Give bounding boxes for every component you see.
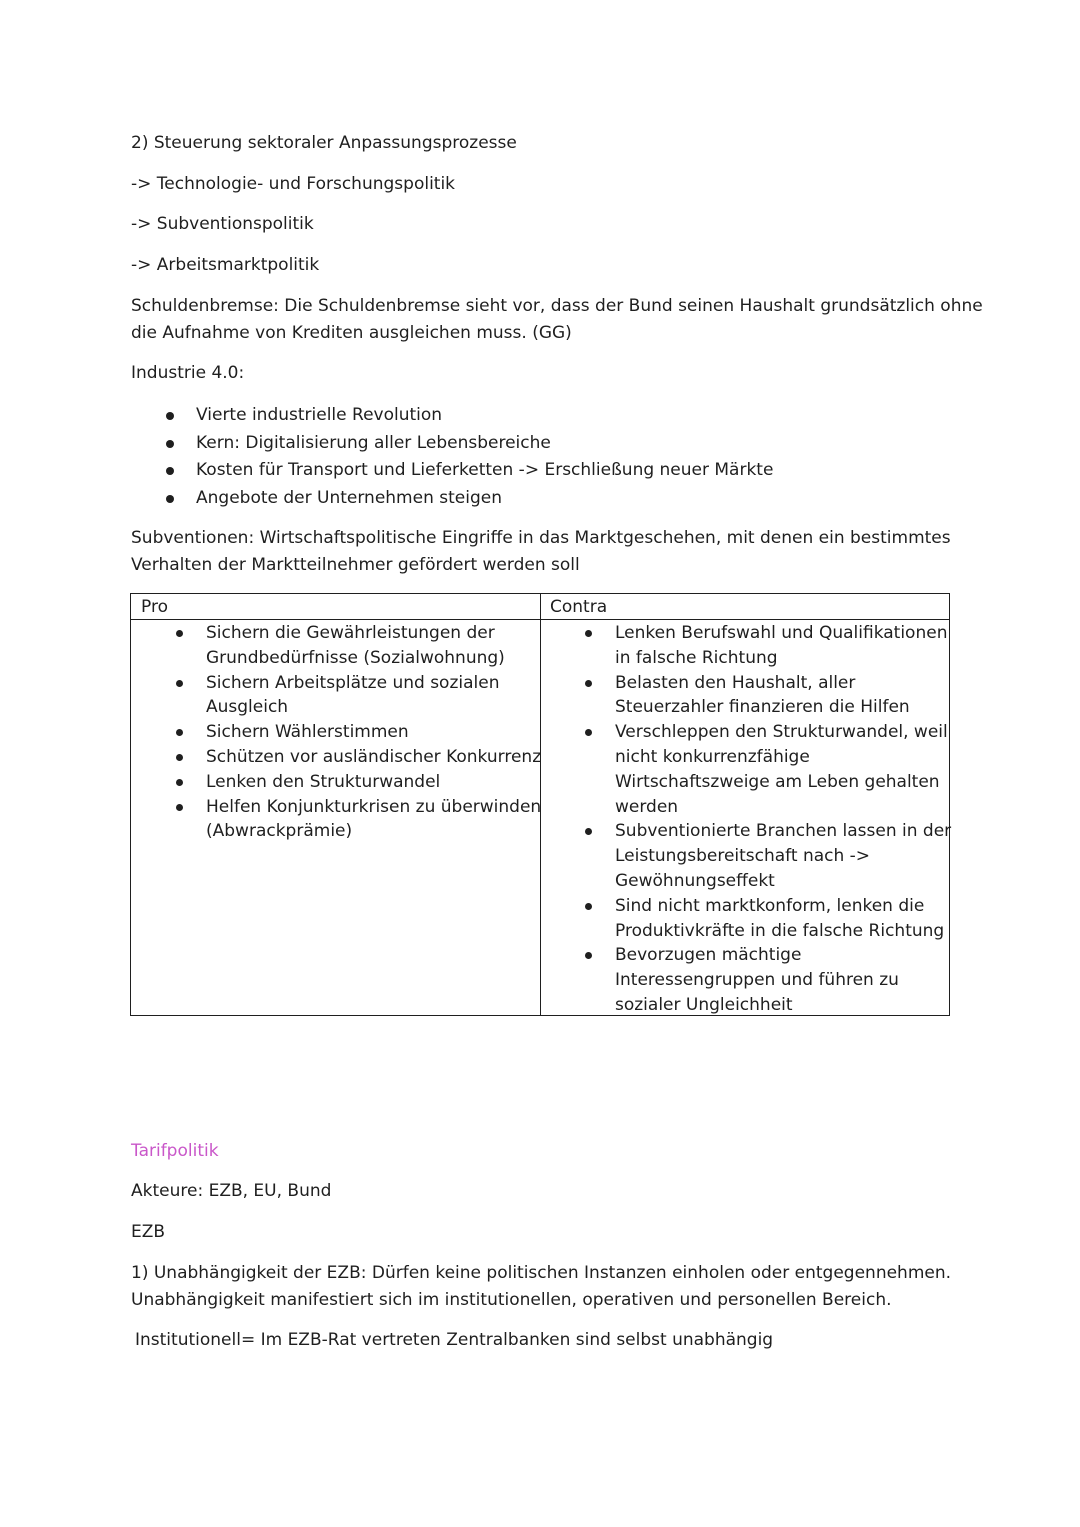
table-list-item [540,671,951,721]
item-text-line: Bevorzugen mächtige [615,945,802,966]
item-text-line: Belasten den Haushalt, aller [615,672,856,693]
paragraph-line: Subventionen: Wirtschaftspolitische Eingriffe in das Marktgeschehen, mit denen ein bestimmtes [131,528,951,548]
item-text-line: Wirtschaftszweige am Leben gehalten [615,771,940,792]
bullet-icon [176,729,183,736]
paragraph-line: Schuldenbremse: Die Schuldenbremse sieht vor, dass der Bund seinen Haushalt grundsätzlich ohne [131,296,983,316]
paragraph-line: Unabhängigkeit manifestiert sich im institutionellen, operativen und personellen Bereich. [131,1290,892,1310]
item-text-line: Sichern Wählerstimmen [206,722,409,743]
institutionell-line: Institutionell= Im EZB-Rat vertreten Zentralbanken sind selbst unabhängig [135,1330,774,1350]
bullet-icon [585,903,592,910]
industrie-heading: Industrie 4.0: [131,363,245,383]
paragraph-line: 1) Unabhängigkeit der EZB: Dürfen keine politischen Instanzen einholen oder entgegennehmen. [131,1263,952,1283]
table-list-item [131,795,541,845]
item-text-line: Helfen Konjunkturkrisen zu überwinden [206,796,542,817]
item-text-line: Gewöhnungseffekt [615,870,775,891]
bullet-icon [585,729,592,736]
item-text-line: Produktivkräfte in die falsche Richtung [615,920,945,941]
pro-contra-table [130,593,950,1016]
bullet-icon [585,828,592,835]
contra-list [540,621,951,1018]
list-item: Vierte industrielle Revolution [131,402,773,430]
item-text-line: Subventionierte Branchen lassen in der [615,821,952,842]
table-list-item [131,720,541,745]
akteure-line: Akteure: EZB, EU, Bund [131,1181,332,1201]
section-heading: 2) Steuerung sektoraler Anpassungsprozesse [131,133,517,153]
item-text-line: Sind nicht marktkonform, lenken die [615,895,925,916]
item-text-line: werden [615,796,679,817]
item-text-line: Leistungsbereitschaft nach -> [615,846,871,867]
item-text-line: Schützen vor ausländischer Konkurrenz [206,746,542,767]
bullet-icon [585,952,592,959]
bullet-icon [176,754,183,761]
bullet-icon [176,680,183,687]
paragraph-line: die Aufnahme von Krediten ausgleichen muss. (GG) [131,323,572,343]
table-list-item [131,621,541,671]
item-text-line: sozialer Ungleichheit [615,994,793,1015]
pro-header: Pro [141,597,168,617]
bullet-icon [166,467,174,475]
unabhaengigkeit-paragraph [131,1260,961,1314]
table-list-item [540,720,951,819]
item-text-line: Lenken Berufswahl und Qualifikationen [615,623,948,643]
policy-item: -> Technologie- und Forschungspolitik [131,174,456,194]
list-item: Kern: Digitalisierung aller Lebensbereiche [131,430,773,458]
table-list-item [540,819,951,893]
list-item: Angebote der Unternehmen steigen [131,485,773,513]
item-text-line: nicht konkurrenzfähige [615,746,810,767]
bullet-icon [166,495,174,503]
bullet-icon [176,779,183,786]
item-text-line: Sichern die Gewährleistungen der [206,623,495,643]
item-text-line: Lenken den Strukturwandel [206,771,441,792]
item-text-line: Sichern Arbeitsplätze und sozialen [206,672,500,693]
bullet-icon [166,440,174,448]
policy-item: -> Subventionspolitik [131,214,314,234]
table-list-item [131,671,541,721]
pro-list [131,621,541,844]
table-list-item [131,745,541,770]
contra-header: Contra [550,597,608,617]
subventionen-paragraph [131,525,961,579]
table-list-item [540,894,951,944]
tarifpolitik-heading: Tarifpolitik [131,1141,219,1161]
bullet-icon [585,680,592,687]
item-text-line: Ausgleich [206,697,289,718]
table-list-item [540,943,951,1017]
item-text-line: (Abwrackprämie) [206,821,353,842]
item-text-line: Grundbedürfnisse (Sozialwohnung) [206,647,505,668]
table-list-item [540,621,951,671]
industrie-bullet-list [131,402,773,512]
bullet-icon [585,630,592,637]
table-list-item [131,770,541,795]
list-item: Kosten für Transport und Lieferketten -> Erschließung neuer Märkte [131,457,773,485]
paragraph-line: Verhalten der Marktteilnehmer gefördert werden soll [131,555,580,575]
item-text-line: Interessengruppen und führen zu [615,970,899,991]
bullet-icon [176,804,183,811]
bullet-icon [176,630,183,637]
item-text-line: in falsche Richtung [615,647,778,668]
ezb-heading: EZB [131,1222,166,1242]
item-text-line: Steuerzahler finanzieren die Hilfen [615,697,910,718]
policy-item: -> Arbeitsmarktpolitik [131,255,320,275]
schuldenbremse-paragraph [131,293,983,347]
item-text-line: Verschleppen den Strukturwandel, weil [615,722,948,743]
bullet-icon [166,412,174,420]
